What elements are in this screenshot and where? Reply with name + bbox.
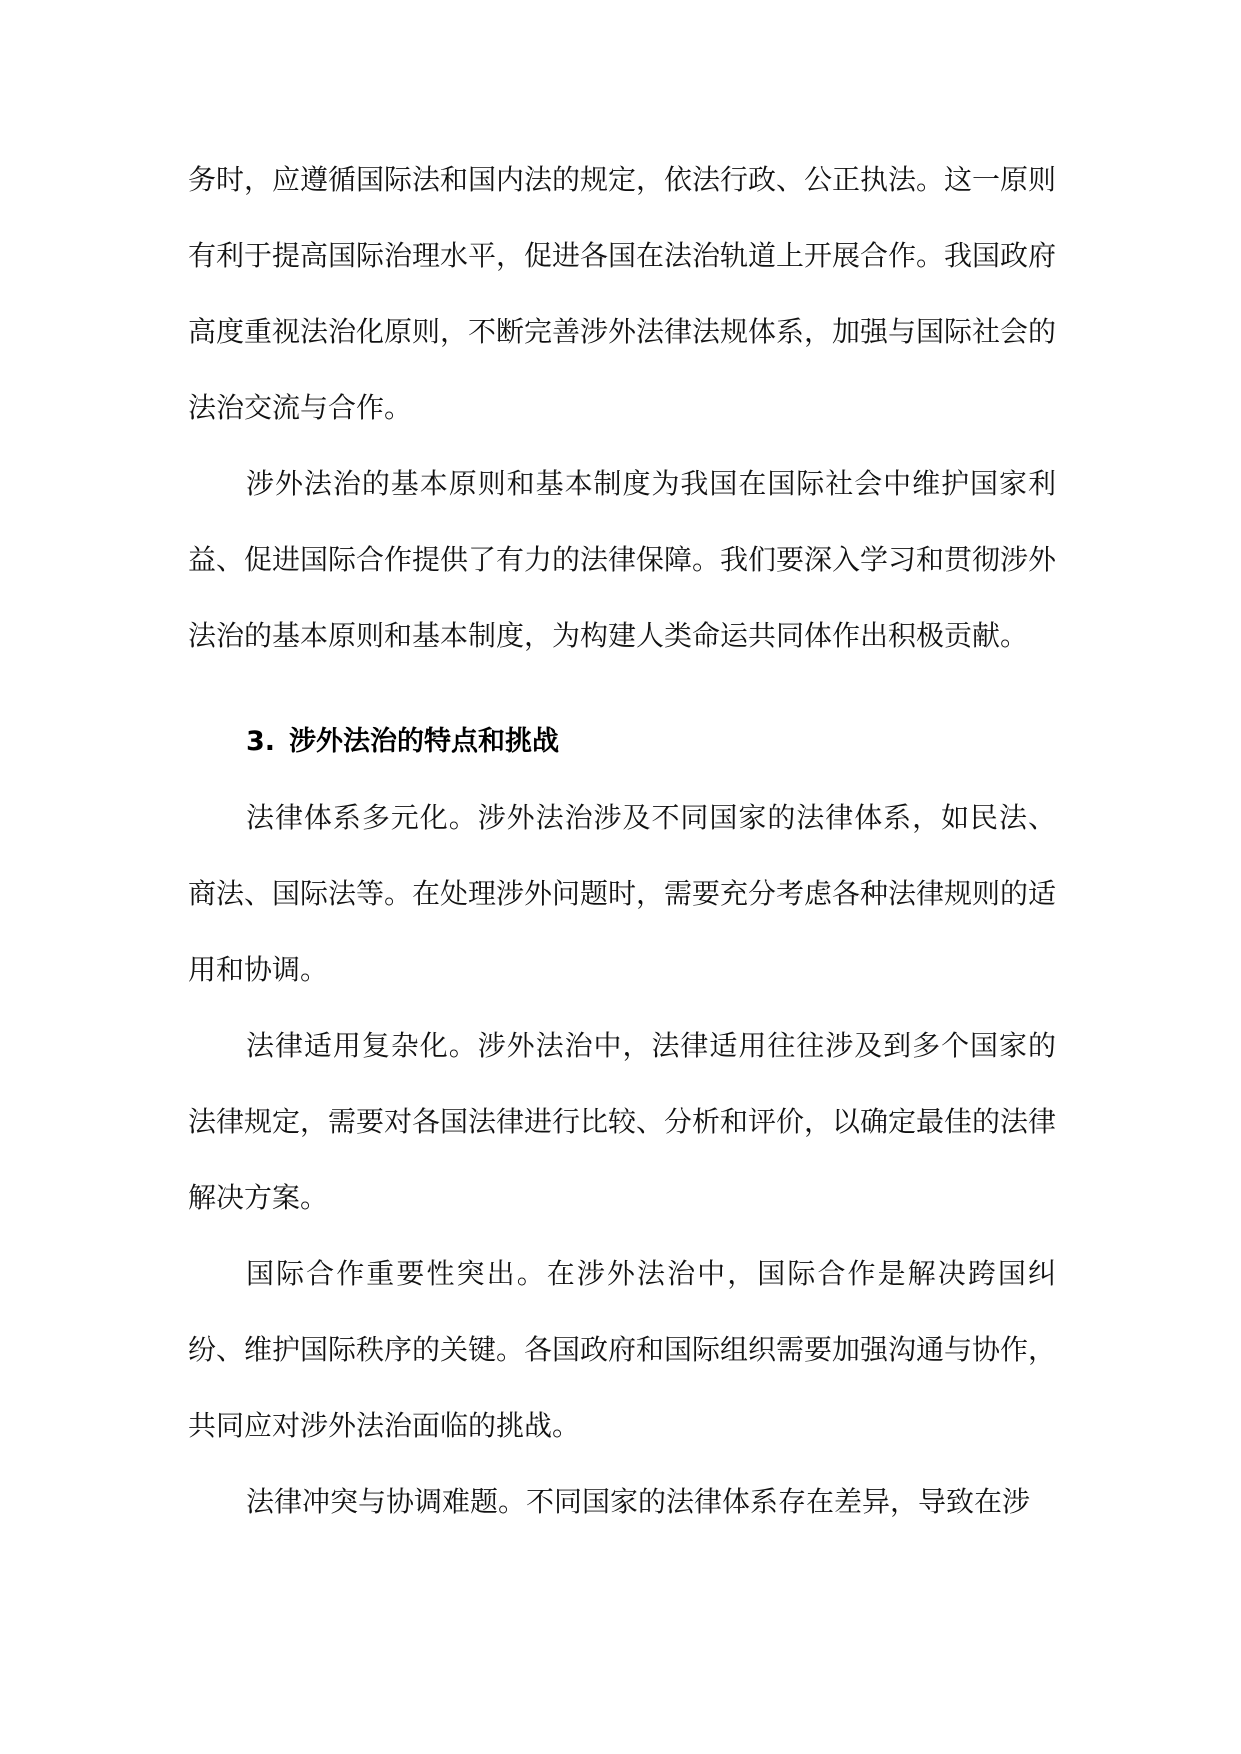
paragraph-6: 法律冲突与协调难题。不同国家的法律体系存在差异，导致在涉 (246, 1485, 1031, 1518)
document-body (188, 142, 1056, 1540)
paragraph-5: 国际合作重要性突出。在涉外法治中，国际合作是解决跨国纠纷、维护国际秩序的关键。各国政府和国际组织需要加强沟通与协作，共同应对涉外法治面临的挑战。 (188, 1257, 1057, 1442)
paragraph-1: 务时，应遵循国际法和国内法的规定，依法行政、公正执法。这一原则有利于提高国际治理水平，促进各国在法治轨道上开展合作。我国政府高度重视法治化原则，不断完善涉外法律法规体系，加强与国际社会的法治交流与合作。 (188, 163, 1057, 424)
section-title: 涉外法治的特点和挑战 (289, 726, 560, 757)
paragraph-4: 法律适用复杂化。涉外法治中，法律适用往往涉及到多个国家的法律规定，需要对各国法律进行比较、分析和评价，以确定最佳的法律解决方案。 (188, 1029, 1057, 1214)
section-heading (188, 704, 1056, 780)
section-number: 3. (246, 726, 276, 757)
paragraph-3: 法律体系多元化。涉外法治涉及不同国家的法律体系，如民法、商法、国际法等。在处理涉外问题时，需要充分考虑各种法律规则的适用和协调。 (188, 801, 1057, 986)
paragraph-2: 涉外法治的基本原则和基本制度为我国在国际社会中维护国家利益、促进国际合作提供了有力的法律保障。我们要深入学习和贯彻涉外法治的基本原则和基本制度，为构建人类命运共同体作出积极贡献。 (188, 467, 1057, 652)
